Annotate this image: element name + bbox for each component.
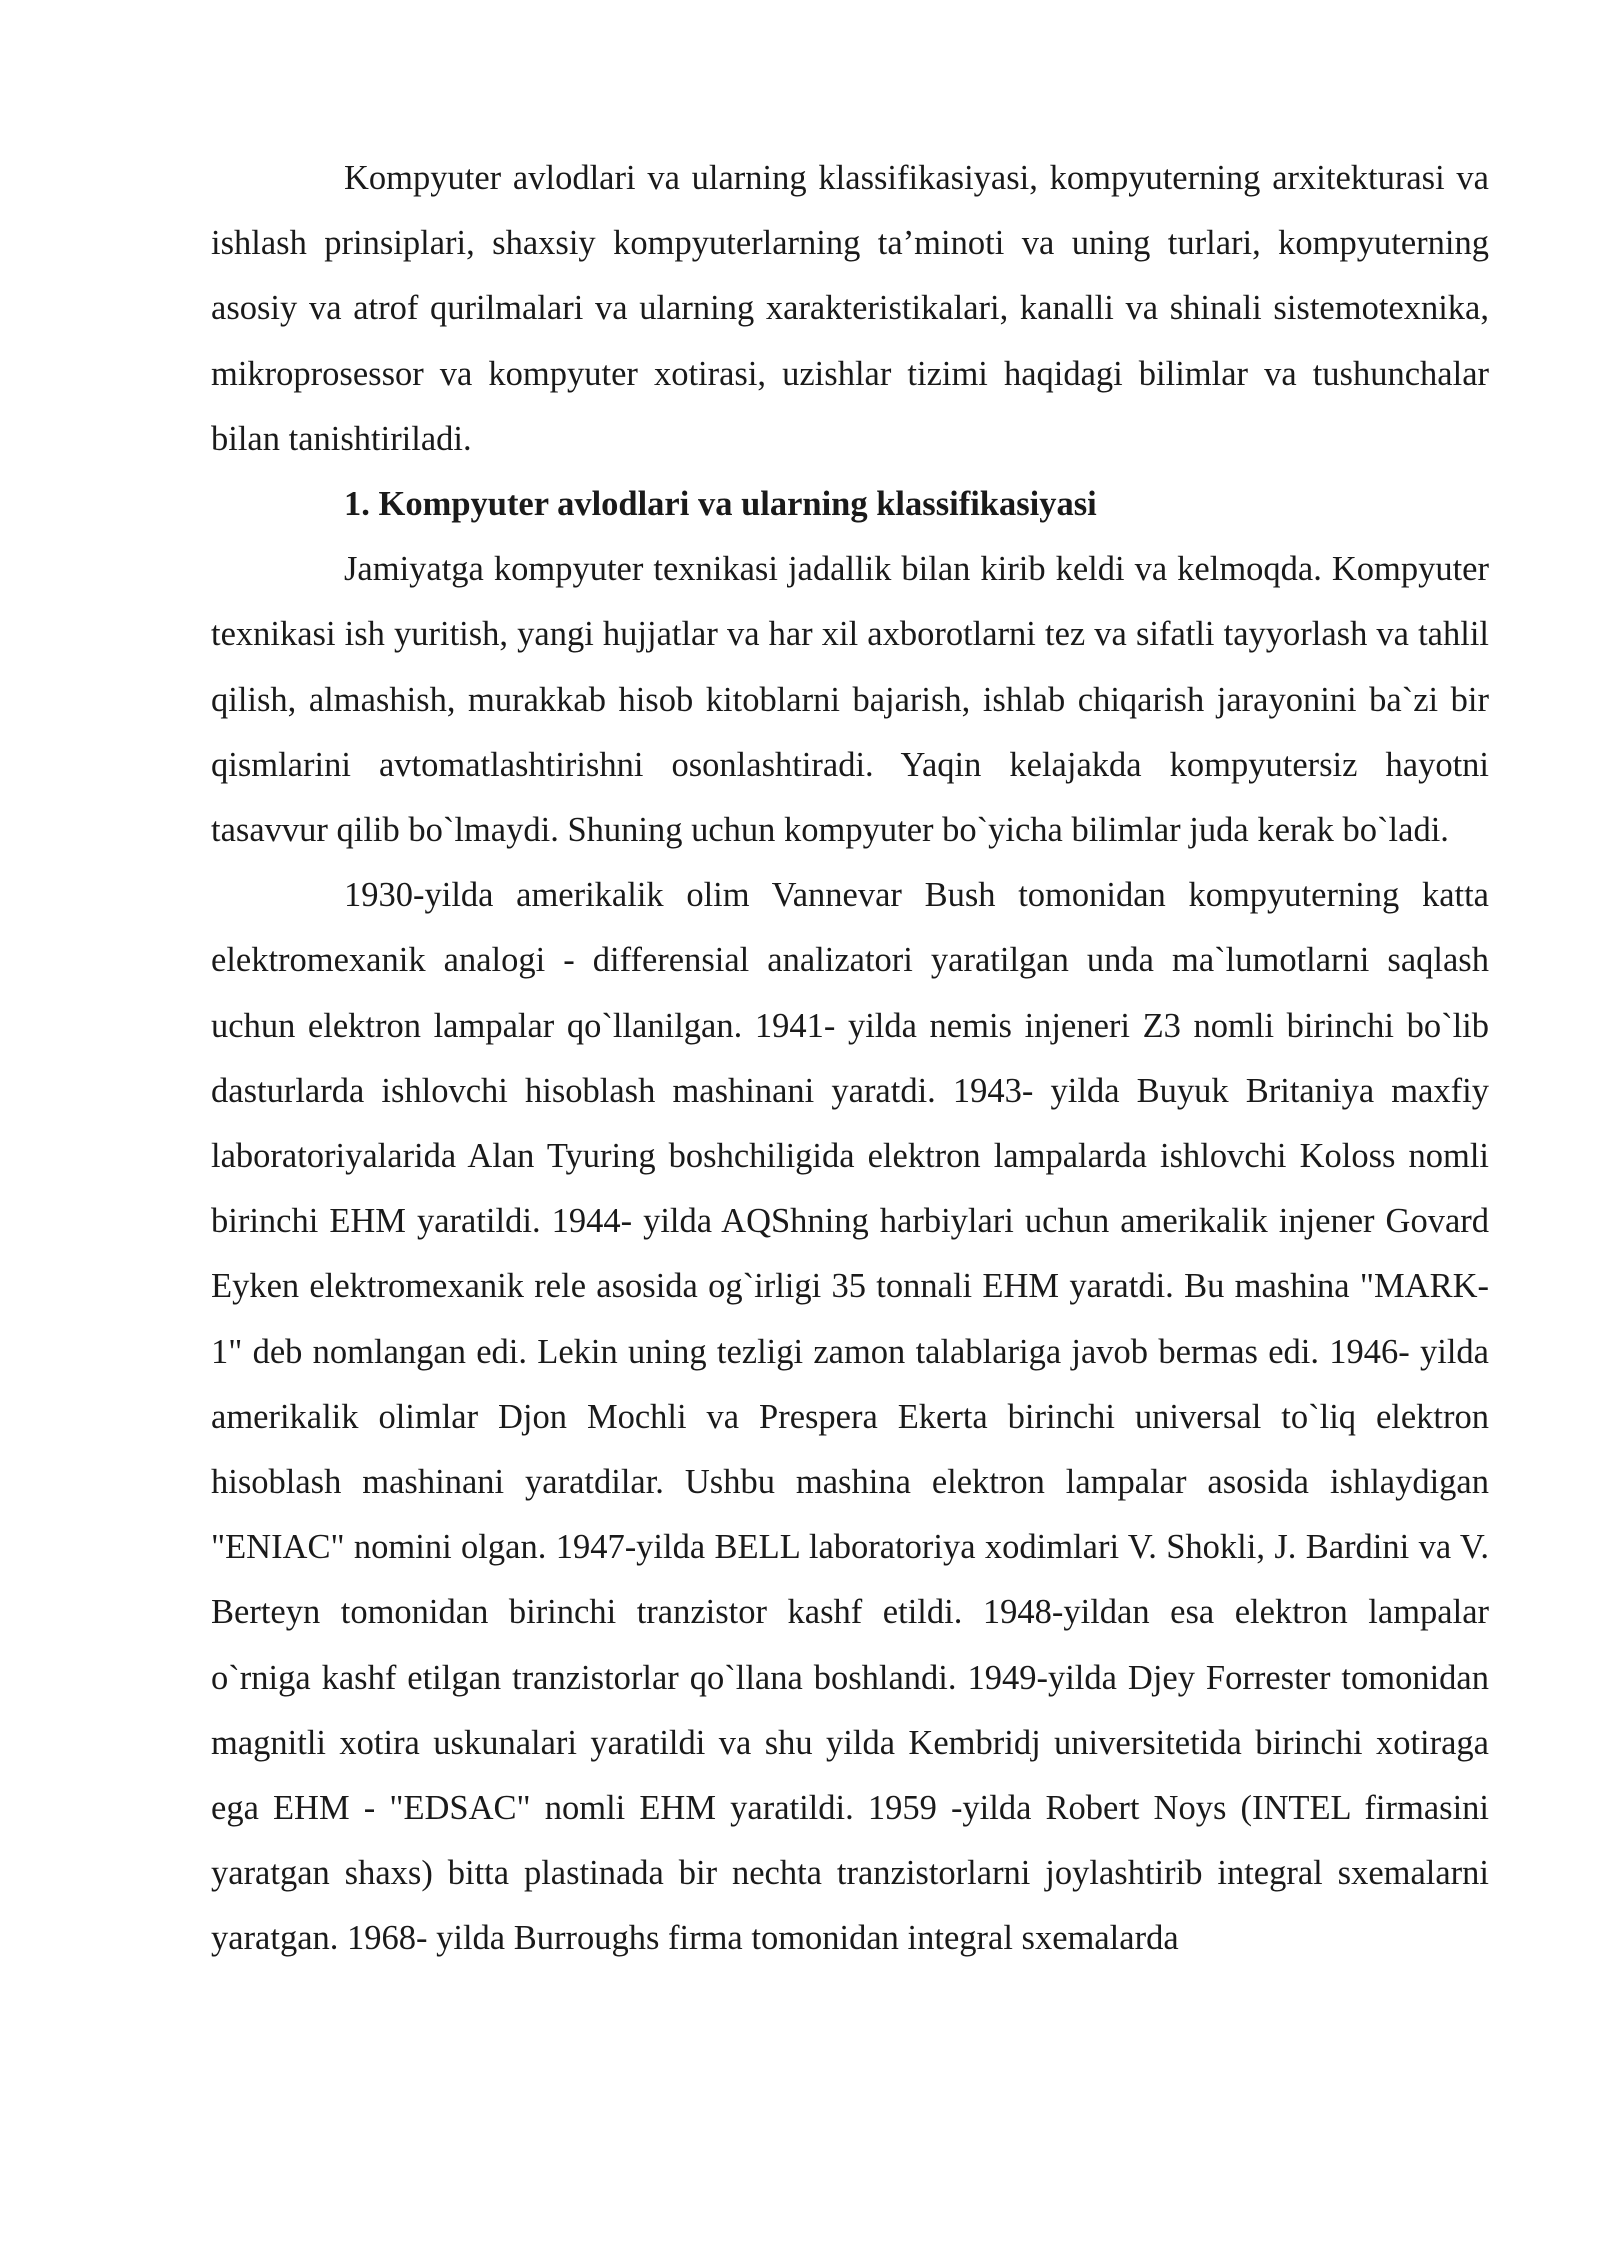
body-paragraph-2: 1930-yilda amerikalik olim Vannevar Bush tomonidan kompyuterning katta elektromexanik analogi - differensial analizatori yaratilgan unda ma`lumotlarni saqlash uchun elektron lampalar qo`llanilgan. 1941- yilda nemis injeneri Z3 nomli birinchi bo`lib dasturlarda ishlovchi hisoblash mashinani yaratdi. 1943- yilda Buyuk Britaniya maxfiy laboratoriyalarida Alan Tyuring boshchiligida elektron lampalarda ishlovchi Koloss nomli birinchi EHM yaratildi. 1944- yilda AQShning harbiylari uchun amerikalik injener Govard Eyken elektromexanik rele asosida og`irligi 35 tonnali EHM yaratdi. Bu mashina "MARK-1" deb nomlangan edi. Lekin uning tezligi zamon talablariga javob bermas edi. 1946- yilda amerikalik olimlar Djon Mochli va Prespera Ekerta birinchi universal to`liq elektron hisoblash mashinani yaratdilar. Ushbu mashina elektron lampalar asosida ishlaydigan "ENIAC" nomini olgan. 1947-yilda BELL laboratoriya xodimlari V. Shokli, J. Bardini va V. Berteyn tomonidan birinchi tranzistor kashf etildi. 1948-yildan esa elektron lampalar o`rniga kashf etilgan tranzistorlar qo`llana boshlandi. 1949-yilda Djey Forrester tomonidan magnitli xotira uskunalari yaratildi va shu yilda Kembridj universitetida birinchi xotiraga ega EHM - "EDSAC" nomli EHM yaratildi. 1959 -yilda Robert Noys (INTEL firmasini yaratgan shaxs) bitta plastinada bir nechta tranzistorlarni joylashtirib integral sxemalarni yaratgan. 1968- yilda Burroughs firma tomonidan integral sxemalarda bbox=[211, 876, 1489, 1958]
intro-paragraph: Kompyuter avlodlari va ularning klassifikasiyasi, kompyuterning arxitekturasi va ishlash prinsiplari, shaxsiy kompyuterlarning ta’minoti va uning turlari, kompyuterning asosiy va atrof qurilmalari va ularning xarakteristikalari, kanalli va shinali sistemotexnika, mikroprosessor va kompyuter xotirasi, uzishlar tizimi haqidagi bilimlar va tushunchalar bilan tanishtiriladi. bbox=[211, 159, 1489, 458]
body-paragraph-1: Jamiyatga kompyuter texnikasi jadallik bilan kirib keldi va kelmoqda. Kompyuter texnikasi ish yuritish, yangi hujjatlar va har xil axborotlarni tez va sifatli tayyorlash va tahlil qilish, almashish, murakkab hisob kitoblarni bajarish, ishlab chiqarish jarayonini ba`zi bir qismlarini avtomatlashtirishni osonlashtiradi. Yaqin kelajakda kompyutersiz hayotni tasavvur qilib bo`lmaydi. Shuning uchun kompyuter bo`yicha bilimlar juda kerak bo`ladi. bbox=[211, 550, 1489, 850]
section-heading: 1. Kompyuter avlodlari va ularning klassifikasiyasi bbox=[344, 485, 1097, 524]
document-page bbox=[211, 146, 1489, 1972]
